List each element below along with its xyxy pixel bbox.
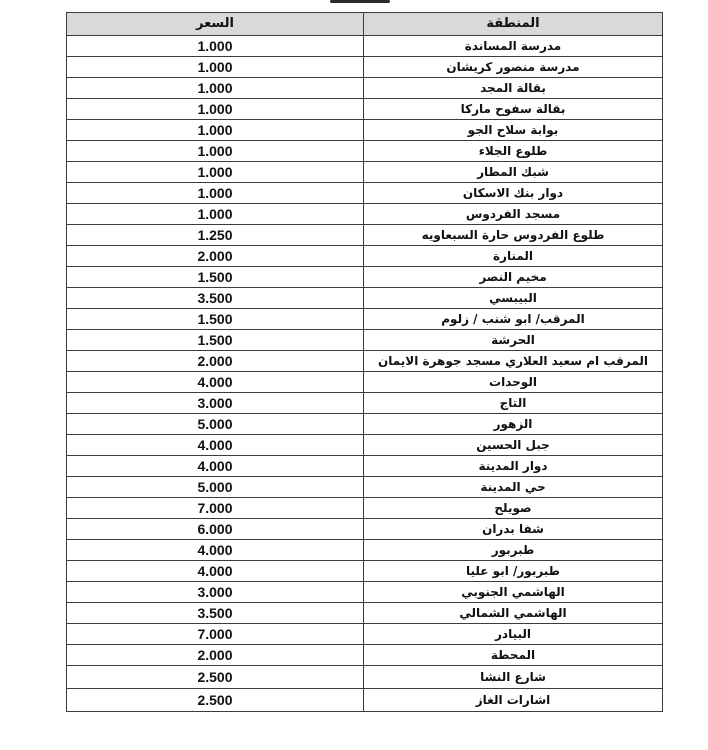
table-row [67, 498, 663, 519]
price-cell: 1.000 [67, 204, 364, 225]
price-cell: 1.000 [67, 141, 364, 162]
price-cell: 7.000 [67, 498, 364, 519]
region-cell: البيبسي [364, 288, 663, 309]
table-row [67, 519, 663, 540]
price-cell: 1.500 [67, 330, 364, 351]
price-cell: 2.000 [67, 351, 364, 372]
region-column-header: المنطقة [364, 13, 663, 36]
table-row [67, 57, 663, 78]
region-cell: طبربور/ ابو عليا [364, 561, 663, 582]
table-row [67, 99, 663, 120]
region-cell: شارع النشا [364, 666, 663, 689]
table-row [67, 141, 663, 162]
table-row [67, 330, 663, 351]
table-body [67, 36, 663, 712]
price-cell: 4.000 [67, 435, 364, 456]
table-row [67, 435, 663, 456]
table-row [67, 645, 663, 666]
region-cell: صويلح [364, 498, 663, 519]
price-cell: 3.500 [67, 288, 364, 309]
region-cell: دوار بنك الاسكان [364, 183, 663, 204]
table-row [67, 183, 663, 204]
top-edge-mark [330, 0, 390, 3]
region-cell: طلوع الجلاء [364, 141, 663, 162]
region-cell: مخيم النصر [364, 267, 663, 288]
table-row [67, 372, 663, 393]
table-row [67, 582, 663, 603]
price-cell: 1.000 [67, 183, 364, 204]
region-cell: التاج [364, 393, 663, 414]
region-cell: الهاشمي الجنوبي [364, 582, 663, 603]
region-cell: المرقب/ ابو شنب / زلوم [364, 309, 663, 330]
region-cell: بقالة سفوح ماركا [364, 99, 663, 120]
table-row [67, 225, 663, 246]
region-cell: المرقب ام سعيد العلاري مسجد جوهرة الايمان [364, 351, 663, 372]
price-cell: 4.000 [67, 561, 364, 582]
region-cell: جبل الحسين [364, 435, 663, 456]
region-cell: شبك المطار [364, 162, 663, 183]
price-cell: 2.500 [67, 689, 364, 712]
table-row [67, 561, 663, 582]
region-cell: مسجد الفردوس [364, 204, 663, 225]
region-cell: الوحدات [364, 372, 663, 393]
table-row [67, 204, 663, 225]
price-cell: 4.000 [67, 456, 364, 477]
region-cell: شفا بدران [364, 519, 663, 540]
region-cell: الزهور [364, 414, 663, 435]
table-header-row [67, 13, 663, 36]
region-cell: المنارة [364, 246, 663, 267]
region-cell: الهاشمي الشمالي [364, 603, 663, 624]
region-cell: الحرشة [364, 330, 663, 351]
table-row [67, 309, 663, 330]
table-row [67, 393, 663, 414]
table-row [67, 666, 663, 689]
price-cell: 1.500 [67, 267, 364, 288]
region-cell: مدرسة منصور كريشان [364, 57, 663, 78]
table-row [67, 351, 663, 372]
price-cell: 1.500 [67, 309, 364, 330]
region-cell: بوابة سلاح الجو [364, 120, 663, 141]
price-cell: 1.000 [67, 57, 364, 78]
region-cell: بقالة المجد [364, 78, 663, 99]
delivery-price-table [66, 12, 663, 712]
price-cell: 5.000 [67, 477, 364, 498]
price-cell: 1.000 [67, 78, 364, 99]
table-row [67, 540, 663, 561]
region-cell: مدرسة المساندة [364, 36, 663, 57]
region-cell: البيادر [364, 624, 663, 645]
table-row [67, 477, 663, 498]
table-row [67, 246, 663, 267]
price-cell: 6.000 [67, 519, 364, 540]
region-cell: المحطة [364, 645, 663, 666]
region-cell: حي المدينة [364, 477, 663, 498]
price-cell: 7.000 [67, 624, 364, 645]
region-cell: اشارات الغاز [364, 689, 663, 712]
table-row [67, 414, 663, 435]
price-cell: 3.000 [67, 393, 364, 414]
price-cell: 1.250 [67, 225, 364, 246]
region-cell: طلوع الفردوس حارة السبعاويه [364, 225, 663, 246]
table-row [67, 120, 663, 141]
table-row [67, 288, 663, 309]
price-cell: 1.000 [67, 36, 364, 57]
price-cell: 3.500 [67, 603, 364, 624]
table-row [67, 689, 663, 712]
table-row [67, 267, 663, 288]
table-row [67, 456, 663, 477]
price-cell: 3.000 [67, 582, 364, 603]
price-cell: 2.000 [67, 645, 364, 666]
region-cell: طبربور [364, 540, 663, 561]
table-row [67, 36, 663, 57]
price-cell: 1.000 [67, 99, 364, 120]
table-row [67, 603, 663, 624]
price-cell: 4.000 [67, 372, 364, 393]
table-row [67, 624, 663, 645]
price-cell: 2.500 [67, 666, 364, 689]
price-cell: 1.000 [67, 120, 364, 141]
price-cell: 4.000 [67, 540, 364, 561]
table-row [67, 78, 663, 99]
price-cell: 5.000 [67, 414, 364, 435]
price-cell: 1.000 [67, 162, 364, 183]
region-cell: دوار المدينة [364, 456, 663, 477]
table-row [67, 162, 663, 183]
price-column-header: السعر [67, 13, 364, 36]
price-cell: 2.000 [67, 246, 364, 267]
